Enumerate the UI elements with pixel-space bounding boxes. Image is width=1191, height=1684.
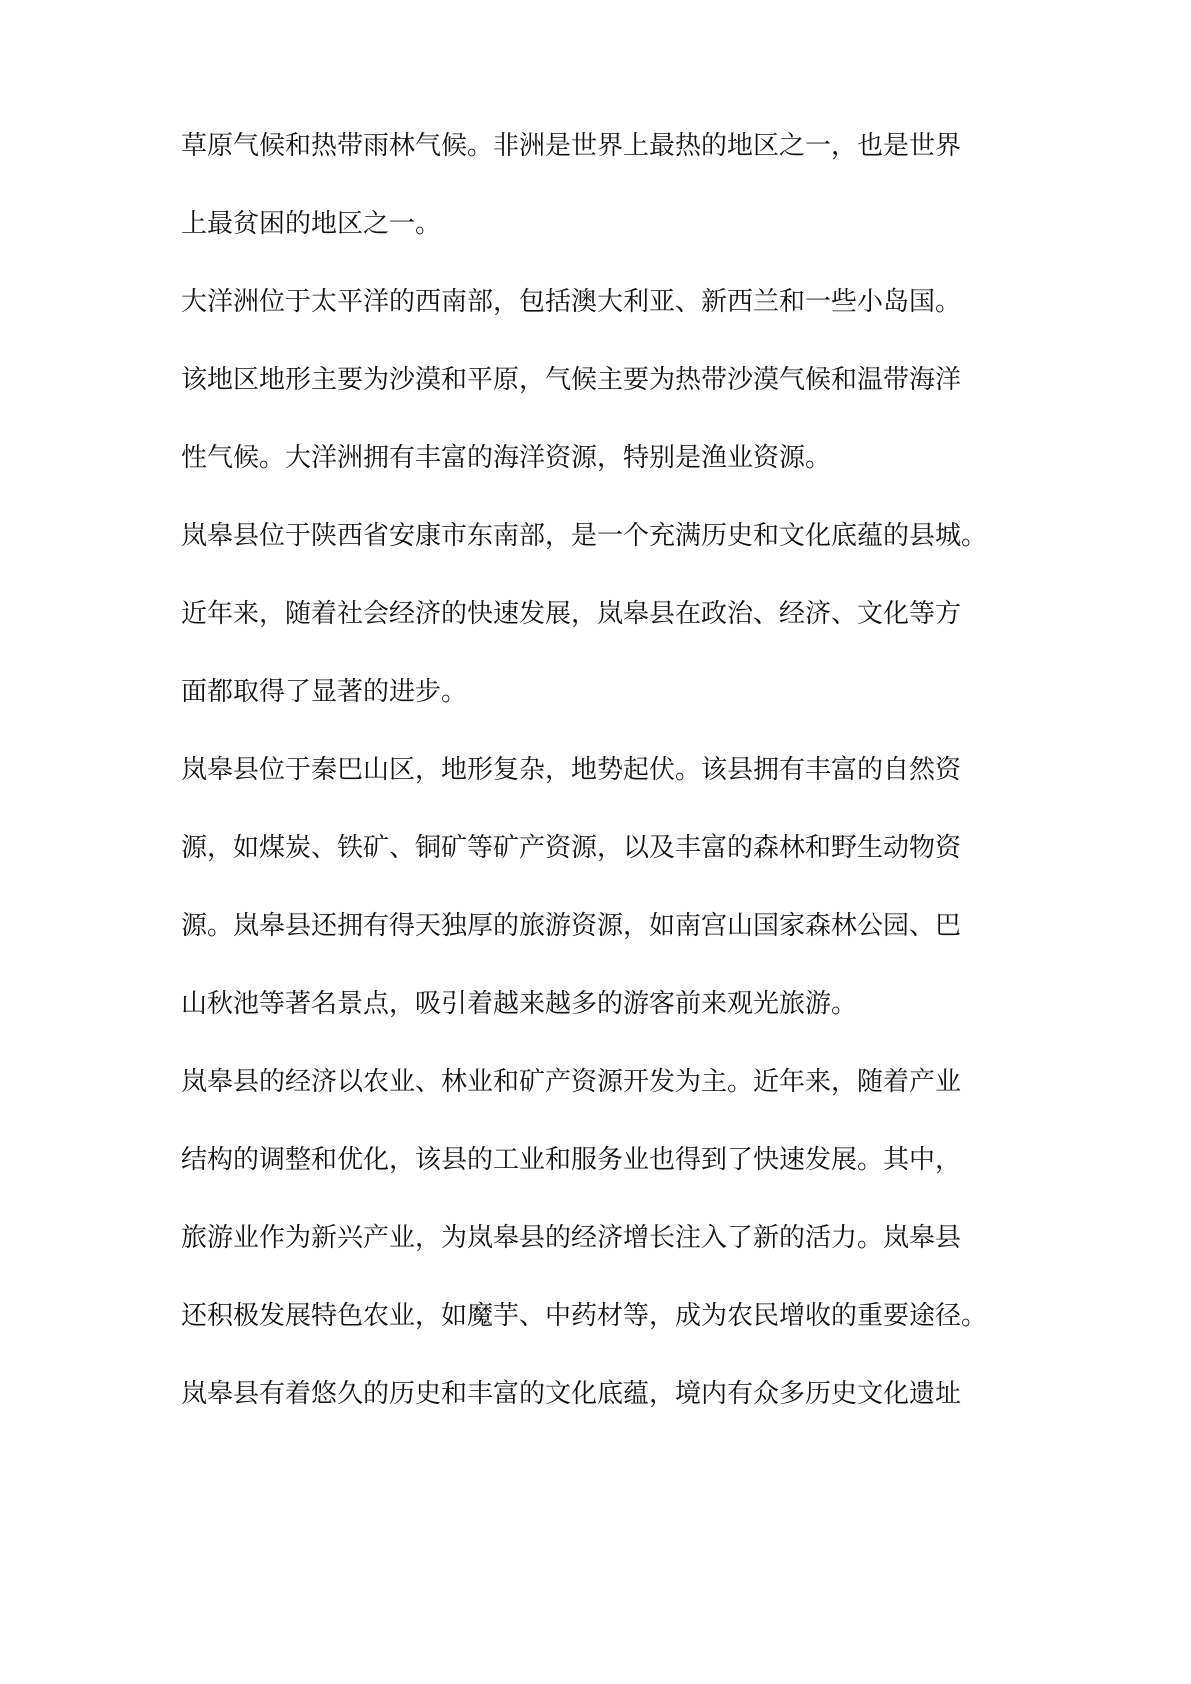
text-line: 大洋洲位于太平洋的西南部，包括澳大利亚、新西兰和一些小岛国。 [181,287,962,317]
paragraph-langao-culture [181,1380,1061,1408]
text-line: 性气候。大洋洲拥有丰富的海洋资源，特别是渔业资源。 [181,443,832,473]
paragraph-langao-economy [181,1068,1061,1330]
text-line: 还积极发展特色农业，如魔芋、中药材等，成为农民增收的重要途径。 [181,1301,988,1331]
text-line: 上最贫困的地区之一。 [181,209,442,239]
paragraph-oceania [181,288,1061,472]
text-line: 结构的调整和优化，该县的工业和服务业也得到了快速发展。其中， [181,1145,962,1175]
text-line: 岚皋县位于秦巴山区，地形复杂，地势起伏。该县拥有丰富的自然资 [181,755,962,785]
paragraph-langao-geography [181,756,1061,1018]
text-line: 面都取得了显著的进步。 [181,677,468,707]
text-line: 岚皋县位于陕西省安康市东南部，是一个充满历史和文化底蕴的县城。 [181,521,988,551]
text-line: 岚皋县的经济以农业、林业和矿产资源开发为主。近年来，随着产业 [181,1067,962,1097]
text-line: 源，如煤炭、铁矿、铜矿等矿产资源，以及丰富的森林和野生动物资 [181,833,962,863]
text-line: 源。岚皋县还拥有得天独厚的旅游资源，如南宫山国家森林公园、巴 [181,911,962,941]
text-line: 山秋池等著名景点，吸引着越来越多的游客前来观光旅游。 [181,989,858,1019]
document-body [181,132,1061,1458]
text-line: 该地区地形主要为沙漠和平原，气候主要为热带沙漠气候和温带海洋 [181,365,962,395]
text-line: 草原气候和热带雨林气候。非洲是世界上最热的地区之一，也是世界 [181,131,962,161]
text-line: 岚皋县有着悠久的历史和丰富的文化底蕴，境内有众多历史文化遗址 [181,1379,962,1409]
text-line: 近年来，随着社会经济的快速发展，岚皋县在政治、经济、文化等方 [181,599,962,629]
text-line: 旅游业作为新兴产业，为岚皋县的经济增长注入了新的活力。岚皋县 [181,1223,962,1253]
paragraph-langao-intro [181,522,1061,706]
paragraph-africa-climate [181,132,1061,238]
